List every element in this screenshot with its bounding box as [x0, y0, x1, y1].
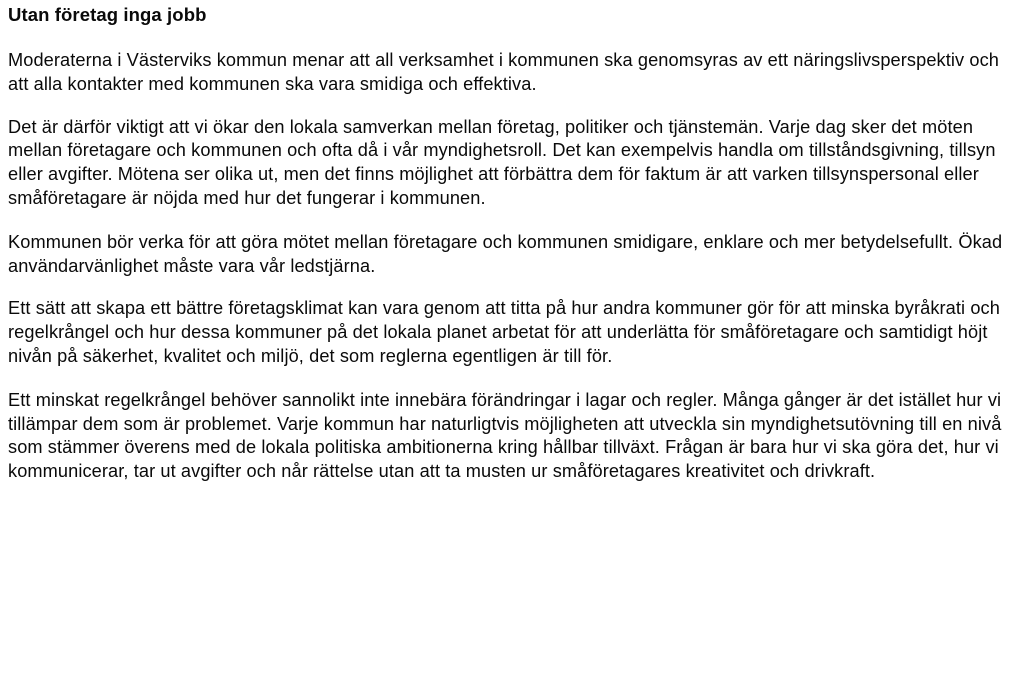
paragraph-1: Moderaterna i Västerviks kommun menar att all verksamhet i kommunen ska genomsyras av ett näringslivsperspektiv och att alla kontakter med kommunen ska vara smidiga och effektiva.	[8, 50, 999, 94]
paragraph-4: Ett sätt att skapa ett bättre företagsklimat kan vara genom att titta på hur andra kommuner gör för att minska byråkrati och regelkrångel och hur dessa kommuner på det lokala planet arbetat för att underlätta för småföretagare och samtidigt höjt nivån på säkerhet, kvalitet och miljö, det som reglerna egentligen är till för.	[8, 298, 1000, 366]
document-page	[8, 0, 1016, 484]
paragraph-3: Kommunen bör verka för att göra mötet mellan företagare och kommunen smidigare, enklare och mer betydelsefullt. Ökad användarvänlighet måste vara vår ledstjärna.	[8, 231, 1003, 276]
paragraph-5: Ett minskat regelkrångel behöver sannolikt inte innebära förändringar i lagar och regler. Många gånger är det istället hur vi tillämpar dem som är problemet. Varje kommun har naturligtvis möjligheten att utveckla sin myndighetsutövning till en nivå som stämmer överens med de lokala politiska ambitionerna kring hållbar tillväxt. Frågan är bara hur vi ska göra det, hur vi kommunicerar, tar ut avgifter och når rättelse utan att ta musten ur småföretagares kreativitet och drivkraft.	[8, 389, 1002, 482]
document-title: Utan företag inga jobb	[8, 4, 207, 25]
paragraph-2: Det är därför viktigt att vi ökar den lokala samverkan mellan företag, politiker och tjänstemän. Varje dag sker det möten mellan företagare och kommunen och ofta då i vår myndighetsroll. Det kan exempelvis handla om tillståndsgivning, tillsyn eller avgifter. Mötena ser olika ut, men det finns möjlighet att förbättra dem för faktum är att varken tillsynspersonal eller småföretagare är nöjda med hur det fungerar i kommunen.	[8, 116, 996, 208]
